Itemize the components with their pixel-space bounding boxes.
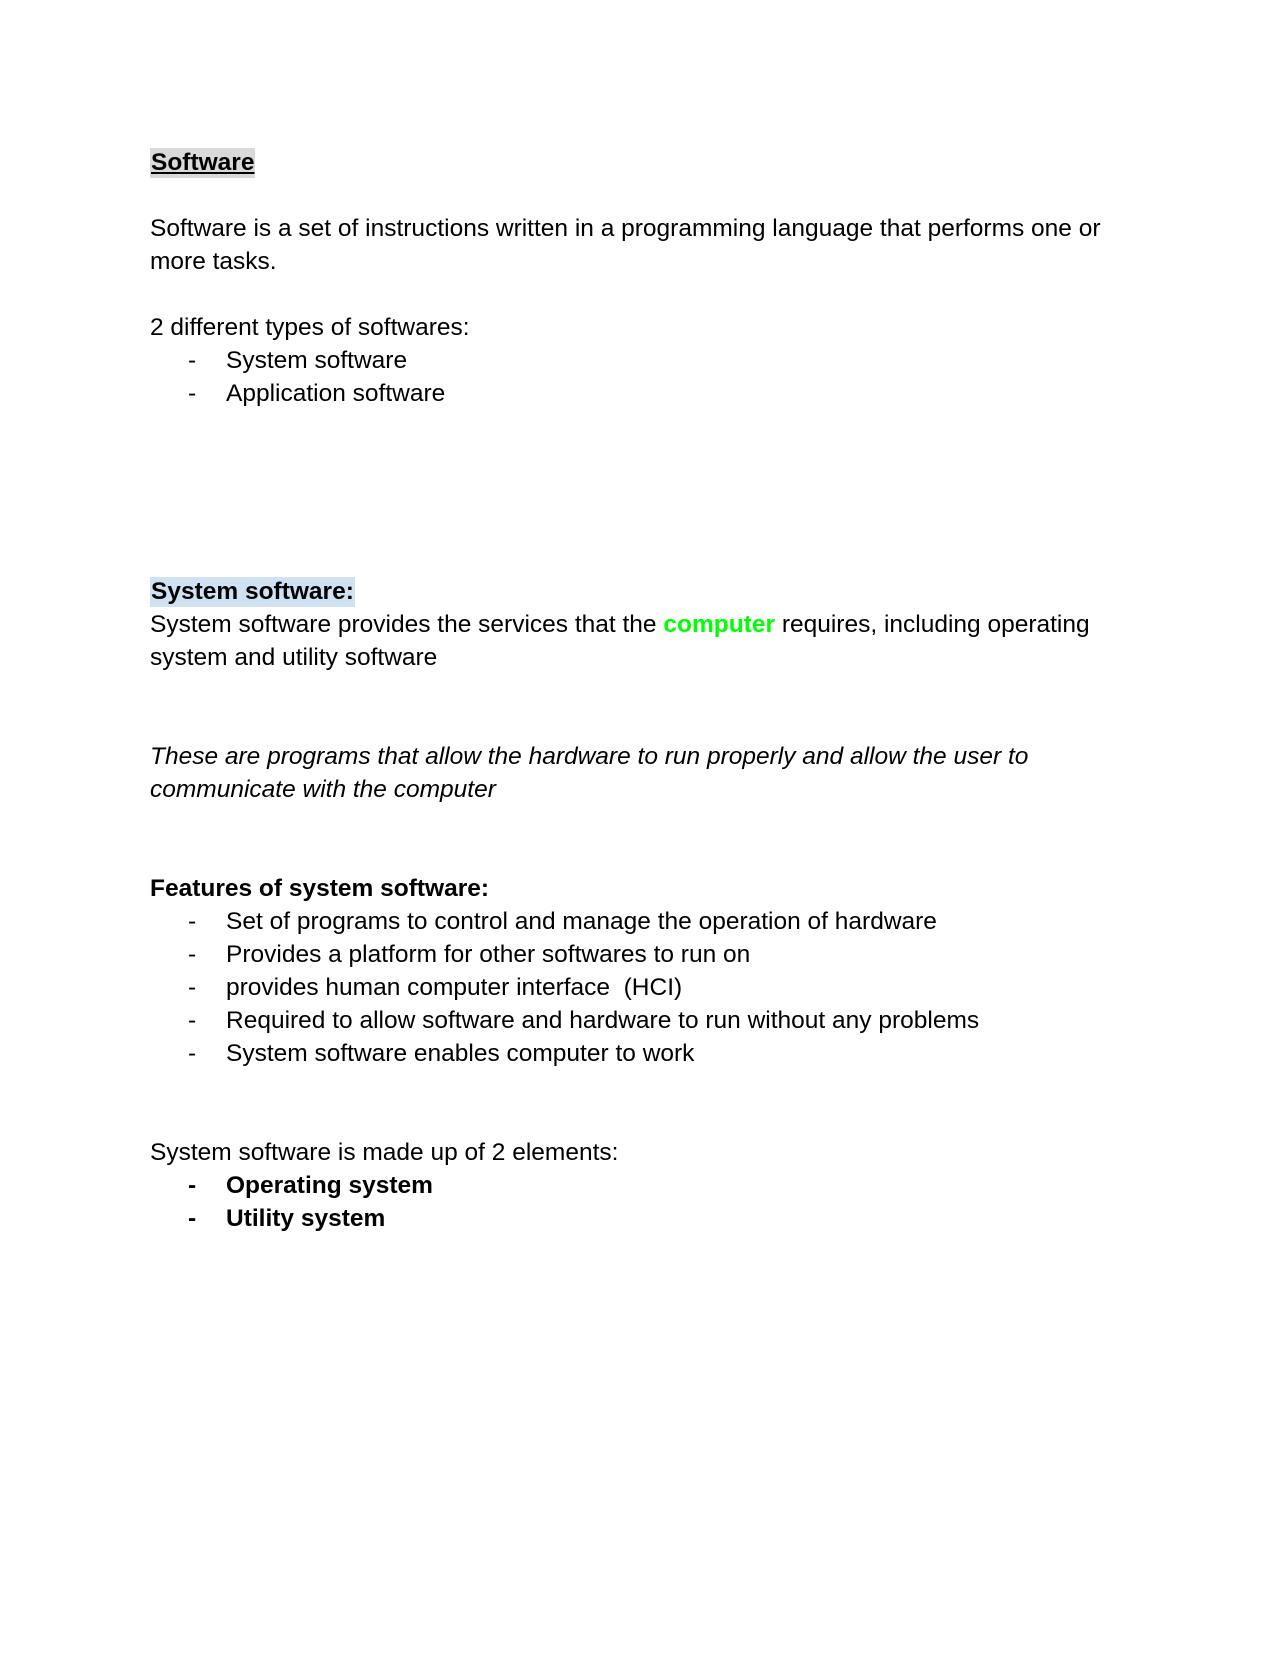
highlighted-word: computer bbox=[663, 611, 776, 638]
list-item-text: System software enables computer to work bbox=[226, 1040, 695, 1067]
features-list bbox=[150, 905, 1150, 1070]
elements-intro: System software is made up of 2 elements: bbox=[150, 1139, 619, 1166]
dash-marker: - bbox=[188, 347, 197, 374]
list-item bbox=[150, 971, 1150, 1004]
list-item bbox=[150, 344, 1150, 377]
dash-marker: - bbox=[188, 1172, 197, 1199]
list-item-text: Set of programs to control and manage the operation of hardware bbox=[226, 908, 937, 935]
dash-marker: - bbox=[188, 974, 197, 1001]
software-heading: Software bbox=[151, 149, 255, 176]
spacer bbox=[150, 278, 1150, 311]
description-text-end: requires, including operating system and utility software bbox=[150, 611, 1090, 671]
list-item bbox=[150, 1202, 1150, 1235]
software-types-intro: 2 different types of softwares: bbox=[150, 314, 470, 341]
system-software-heading-line bbox=[150, 575, 1150, 608]
list-item bbox=[150, 377, 1150, 410]
list-item bbox=[150, 1004, 1150, 1037]
document-content bbox=[150, 146, 1150, 1235]
list-item-text: Provides a platform for other softwares to run on bbox=[226, 941, 751, 968]
software-definition: Software is a set of instructions written in a programming language that performs one or more tasks. bbox=[150, 215, 1101, 275]
spacer bbox=[150, 410, 1150, 575]
dash-marker: - bbox=[188, 941, 197, 968]
list-item bbox=[150, 1037, 1150, 1070]
software-types-list bbox=[150, 344, 1150, 410]
spacer bbox=[150, 1070, 1150, 1136]
list-item bbox=[150, 938, 1150, 971]
dash-marker: - bbox=[188, 1040, 197, 1067]
spacer bbox=[150, 806, 1150, 872]
list-item-text: System software bbox=[226, 347, 408, 374]
system-software-heading: System software: bbox=[151, 578, 354, 605]
elements-list bbox=[150, 1169, 1150, 1235]
list-item bbox=[150, 905, 1150, 938]
list-item-text: Application software bbox=[226, 380, 446, 407]
system-software-note: These are programs that allow the hardware to run properly and allow the user to communicate with the computer bbox=[150, 743, 1029, 803]
list-item-text: Utility system bbox=[226, 1205, 386, 1232]
list-item-text: Operating system bbox=[226, 1172, 433, 1199]
list-item bbox=[150, 1169, 1150, 1202]
system-software-description bbox=[150, 608, 1150, 674]
dash-marker: - bbox=[188, 1205, 197, 1232]
dash-marker: - bbox=[188, 1007, 197, 1034]
spacer bbox=[150, 179, 1150, 212]
dash-marker: - bbox=[188, 380, 197, 407]
list-item-text: Required to allow software and hardware to run without any problems bbox=[226, 1007, 980, 1034]
dash-marker: - bbox=[188, 908, 197, 935]
software-heading-line bbox=[150, 146, 1150, 179]
spacer bbox=[150, 674, 1150, 740]
features-heading: Features of system software: bbox=[150, 875, 490, 902]
description-text-start: System software provides the services that the bbox=[150, 611, 664, 638]
list-item-text: provides human computer interface (HCI) bbox=[226, 974, 683, 1001]
